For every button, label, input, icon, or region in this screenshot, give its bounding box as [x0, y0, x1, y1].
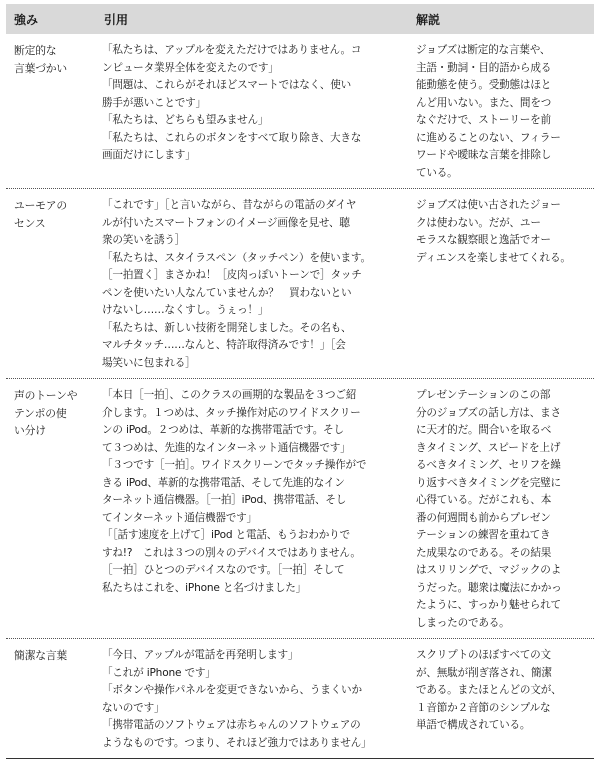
quote-cell: [88, 379, 406, 638]
table-body: [6, 34, 594, 759]
table-row: [6, 379, 594, 639]
text-line: が、無駄が削ぎ落され、簡潔: [416, 666, 552, 679]
text-line: 場笑いに包まれる］: [102, 356, 196, 369]
text-line: 分のジョブズの話し方は、まさ: [416, 406, 561, 419]
text-line: 「私たちは、スタイラスペン（タッチペン）を使います。: [102, 251, 371, 264]
text-line: ワードや曖昧な言葉を排除し: [416, 149, 552, 161]
explanation-cell: [406, 379, 594, 638]
text-line: 「ボタンや操作パネルを変更できないから、うまくいか: [102, 684, 362, 696]
text-line: きタイミング、スピードを上げ: [416, 441, 561, 454]
text-line: た成果なのである。その結果: [416, 546, 552, 559]
text-line: 画面だけにします」: [102, 149, 196, 161]
text-line: てインターネット通信機器です」: [102, 511, 257, 524]
text-line: 「今日、アップルが電話を再発明します」: [102, 649, 299, 661]
header-explanation: 解説: [416, 12, 441, 27]
text-line: 「携帯電話のソフトウェアは赤ちゃんのソフトウェアの: [102, 719, 361, 731]
text-line: ジョブズは断定的な言葉や、: [416, 44, 551, 56]
text-line: 「これが iPhone です」: [102, 666, 216, 679]
text-line: ユーモアの: [14, 199, 67, 212]
strength-cell: [6, 639, 88, 758]
strength-cell: [6, 379, 88, 638]
text-line: すね!? これは３つの別々のデバイスではありません。: [102, 546, 361, 559]
text-line: けないし……なくすし。うぇっ！」: [102, 304, 269, 316]
text-line: ディエンスを楽しませてくれる。: [416, 251, 571, 264]
text-line: 番の何週間も前からプレゼン: [416, 511, 551, 524]
comparison-table: [6, 4, 594, 759]
text-line: るべきタイミング、セリフを繰: [416, 459, 561, 471]
strength-cell: [6, 34, 88, 188]
text-line: 断定的な: [14, 44, 57, 57]
text-line: 介します。１つめは、タッチ操作対応のワイドスクリー: [102, 406, 361, 419]
text-line: 「３つです［一拍］。ワイドスクリーンでタッチ操作がで: [102, 459, 367, 471]
text-line: 声のトーンや: [14, 389, 78, 402]
text-line: 「本日［一拍］、このクラスの画期的な製品を３つご紹: [102, 389, 357, 401]
header-quote: 引用: [104, 12, 129, 27]
header-strength: 強み: [14, 12, 39, 27]
text-line: 簡潔な言葉: [14, 649, 67, 662]
text-line: ペンを使いたい人なんていませんか？ 買わないとい: [102, 286, 352, 299]
text-line: ジョブズは使い古されたジョー: [416, 199, 561, 211]
text-line: 言葉づかい: [14, 61, 67, 75]
quote-cell: [88, 34, 406, 188]
text-line: ルが付いたスマートフォンのイメージ画像を見せ、聴: [102, 216, 350, 229]
text-line: なぐだけで、ストーリーを前: [416, 114, 551, 126]
text-line: ようなものです。つまり、それほど強力ではありません」: [102, 736, 372, 749]
text-line: きる iPod、革新的な携帯電話、そして先進的なイン: [102, 476, 345, 489]
text-line: ［一拍］ひとつのデバイスなのです。［一拍］そして: [102, 564, 345, 576]
text-line: 単語で構成されている。: [416, 719, 531, 731]
explanation-cell: [406, 639, 594, 758]
text-line: である。またほとんどの文が、: [416, 684, 562, 696]
table-header: [6, 4, 594, 34]
quote-cell: [88, 639, 406, 758]
text-line: 私たちはこれを、iPhone と名づけました」: [102, 581, 307, 594]
text-line: はスリリングで、マジックのよ: [416, 564, 562, 576]
table-row: [6, 639, 594, 759]
text-line: 衆の笑いを誘う］: [102, 234, 186, 246]
table-row: [6, 189, 594, 379]
table-row: [6, 34, 594, 189]
text-line: ている。: [416, 166, 458, 179]
text-line: モラスな観察眼と逸話でオー: [416, 234, 551, 246]
text-line: しまったのである。: [416, 616, 510, 629]
text-line: センス: [14, 216, 46, 230]
text-line: テンポの使: [14, 406, 67, 420]
text-line: 「これです」［と言いながら、昔ながらの電話のダイヤ: [102, 199, 357, 211]
text-line: 「私たちは、アップルを変えただけではありません。コ: [102, 44, 362, 56]
explanation-cell: [406, 189, 594, 378]
text-line: に天才的だ。間合いを取るべ: [416, 424, 552, 436]
text-line: い分け: [14, 424, 46, 437]
text-line: んど用いない。また、間をつ: [416, 96, 552, 109]
text-line: ［一拍置く］まさかね！［皮肉っぽいトーンで］タッチ: [102, 269, 362, 281]
text-line: り返すべきタイミングを完璧に: [416, 476, 561, 489]
text-line: ンの iPod。２つめは、革新的な携帯電話です。そし: [102, 424, 344, 436]
text-line: 「私たちは、どちらも望みません」: [102, 114, 269, 126]
text-line: １音節か２音節のシンプルな: [416, 701, 551, 714]
text-line: ンピュータ業界全体を変えたのです」: [102, 61, 279, 74]
text-line: 「問題は、これらがそれほどスマートではなく、使い: [102, 79, 352, 91]
text-line: ターネット通信機器。［一拍］iPod、携帯電話、そし: [102, 494, 347, 506]
text-line: 能動態を使う。受動態はほと: [416, 79, 552, 91]
text-line: プレゼンテーションのこの部: [416, 389, 551, 401]
text-line: 勝手が悪いことです」: [102, 96, 206, 109]
text-line: クは使わない。だが、ユー: [416, 216, 541, 229]
quote-cell: [88, 189, 406, 378]
text-line: 「私たちは、新しい技術を開発しました。その名も、: [102, 321, 352, 334]
text-line: うだった。聴衆は魔法にかかっ: [416, 581, 562, 594]
text-line: マルチタッチ……なんと、特許取得済みです！」［会: [102, 339, 346, 351]
text-line: 「［話す速度を上げて］iPod と電話、もうおわかりで: [102, 529, 350, 541]
text-line: 「私たちは、これらのボタンをすべて取り除き、大きな: [102, 131, 362, 144]
text-line: て３つめは、先進的なインターネット通信機器です」: [102, 441, 351, 454]
explanation-cell: [406, 34, 594, 188]
text-line: 主語・動詞・目的語から成る: [416, 61, 552, 74]
text-line: スクリプトのほぼすべての文: [416, 649, 551, 661]
text-line: に進めることのない、フィラー: [416, 131, 561, 144]
text-line: 心得ている。だがこれも、本: [416, 494, 552, 506]
text-line: たように、すっかり魅せられて: [416, 599, 561, 611]
text-line: ないのです」: [102, 701, 165, 714]
strength-cell: [6, 189, 88, 378]
text-line: テーションの練習を重ねてき: [416, 529, 551, 541]
